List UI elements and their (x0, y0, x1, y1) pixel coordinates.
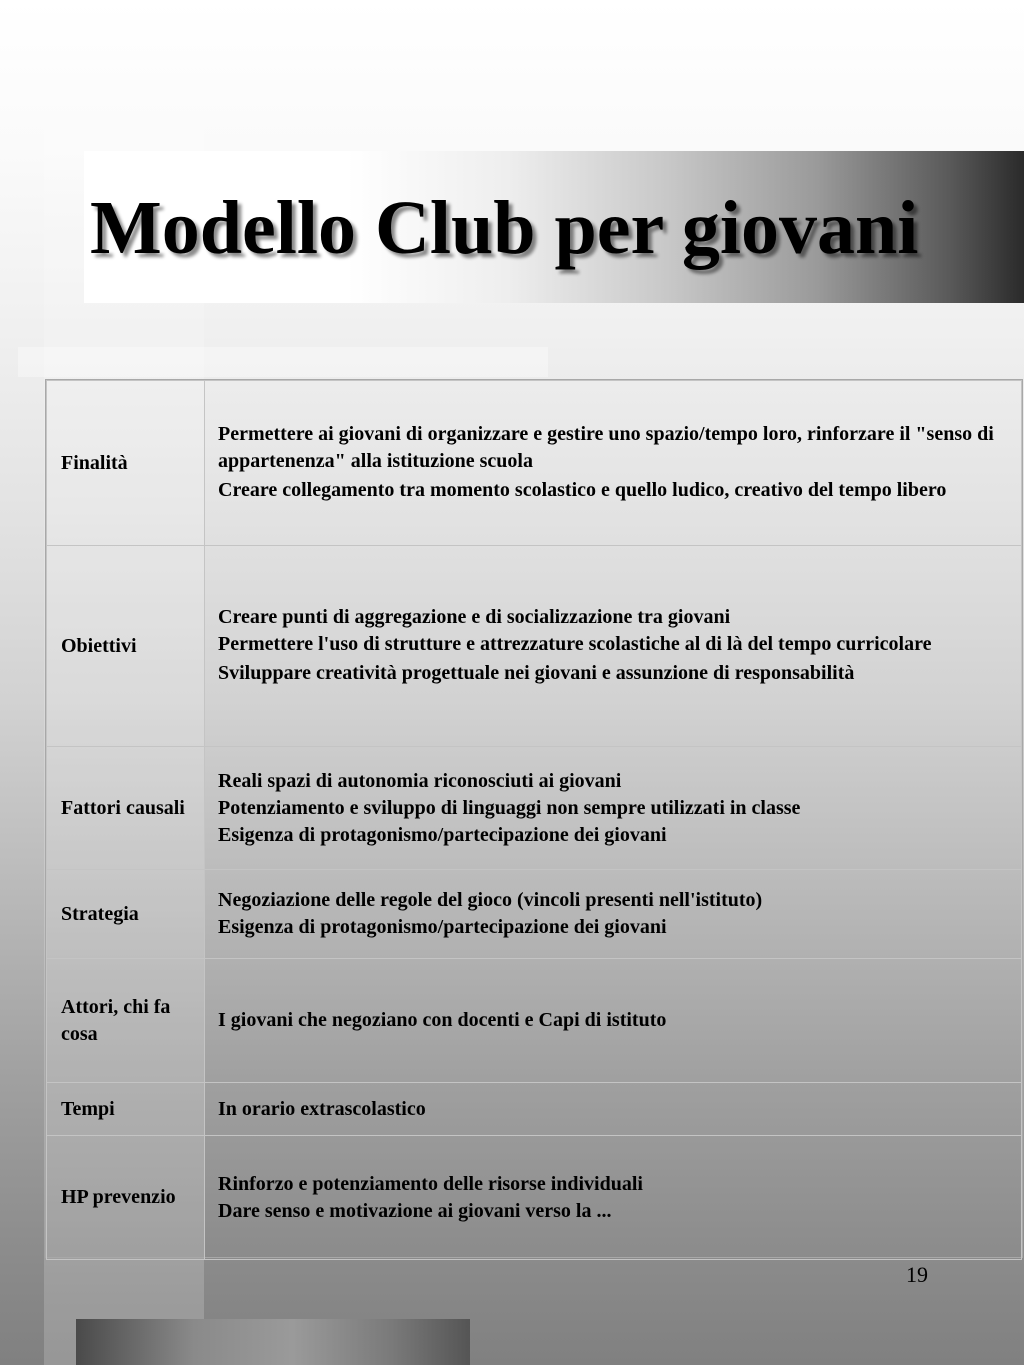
content-line: Dare senso e motivazione ai giovani verso la ... (218, 1199, 612, 1222)
content-line: Potenziamento e sviluppo di linguaggi non sempre utilizzati in classe (218, 796, 801, 819)
content-line: Negoziazione delle regole del gioco (vincoli presenti nell'istituto) (218, 889, 763, 911)
row-label: Strategia (47, 870, 205, 959)
row-content (205, 1136, 1022, 1260)
table-row-fattori-causali (47, 747, 1022, 870)
row-label: Obiettivi (47, 546, 205, 747)
table-row-attori (47, 959, 1022, 1083)
content-line: Sviluppare creatività progettuale nei giovani e assunzione di responsabilità (218, 661, 855, 684)
content-line: Esigenza di protagonismo/partecipazione dei giovani (218, 916, 667, 938)
row-label: HP prevenzio (47, 1136, 205, 1260)
content-line: Creare punti di aggregazione e di socializzazione tra giovani (218, 605, 731, 628)
row-label: Tempi (47, 1083, 205, 1136)
table-row-hp-prevenzio (47, 1136, 1022, 1260)
row-label: Finalità (47, 381, 205, 546)
row-content (205, 747, 1022, 870)
content-line: Esigenza di protagonismo/partecipazione dei giovani (218, 823, 667, 846)
content-line: In orario extrascolastico (218, 1097, 426, 1120)
decorative-horizontal-band (18, 347, 548, 377)
content-line: Permettere l'uso di strutture e attrezzature scolastiche al di là del tempo curricolare (218, 632, 932, 655)
row-content (205, 1083, 1022, 1136)
table-row-finalita (47, 381, 1022, 546)
row-content (205, 959, 1022, 1083)
decorative-bottom-bar (76, 1319, 470, 1365)
content-line: Rinforzo e potenziamento delle risorse individuali (218, 1172, 643, 1195)
content-line: I giovani che negoziano con docenti e Capi di istituto (218, 1009, 667, 1031)
content-line: Permettere ai giovani di organizzare e gestire uno spazio/tempo loro, rinforzare il "senso di appartenenza" alla istituzione scuola (218, 422, 994, 472)
table-row-strategia (47, 870, 1022, 959)
row-content (205, 870, 1022, 959)
page-number: 19 (906, 1262, 928, 1287)
slide-title: Modello Club per giovani (90, 186, 919, 270)
table-row-tempi (47, 1083, 1022, 1136)
content-table (45, 379, 1023, 1258)
table-row-obiettivi (47, 546, 1022, 747)
row-content (205, 546, 1022, 747)
content-line: Reali spazi di autonomia riconosciuti ai giovani (218, 769, 622, 792)
row-label: Attori, chi fa cosa (47, 959, 205, 1083)
row-content (205, 381, 1022, 546)
row-label: Fattori causali (47, 747, 205, 870)
content-line: Creare collegamento tra momento scolastico e quello ludico, creativo del tempo libero (218, 478, 947, 501)
